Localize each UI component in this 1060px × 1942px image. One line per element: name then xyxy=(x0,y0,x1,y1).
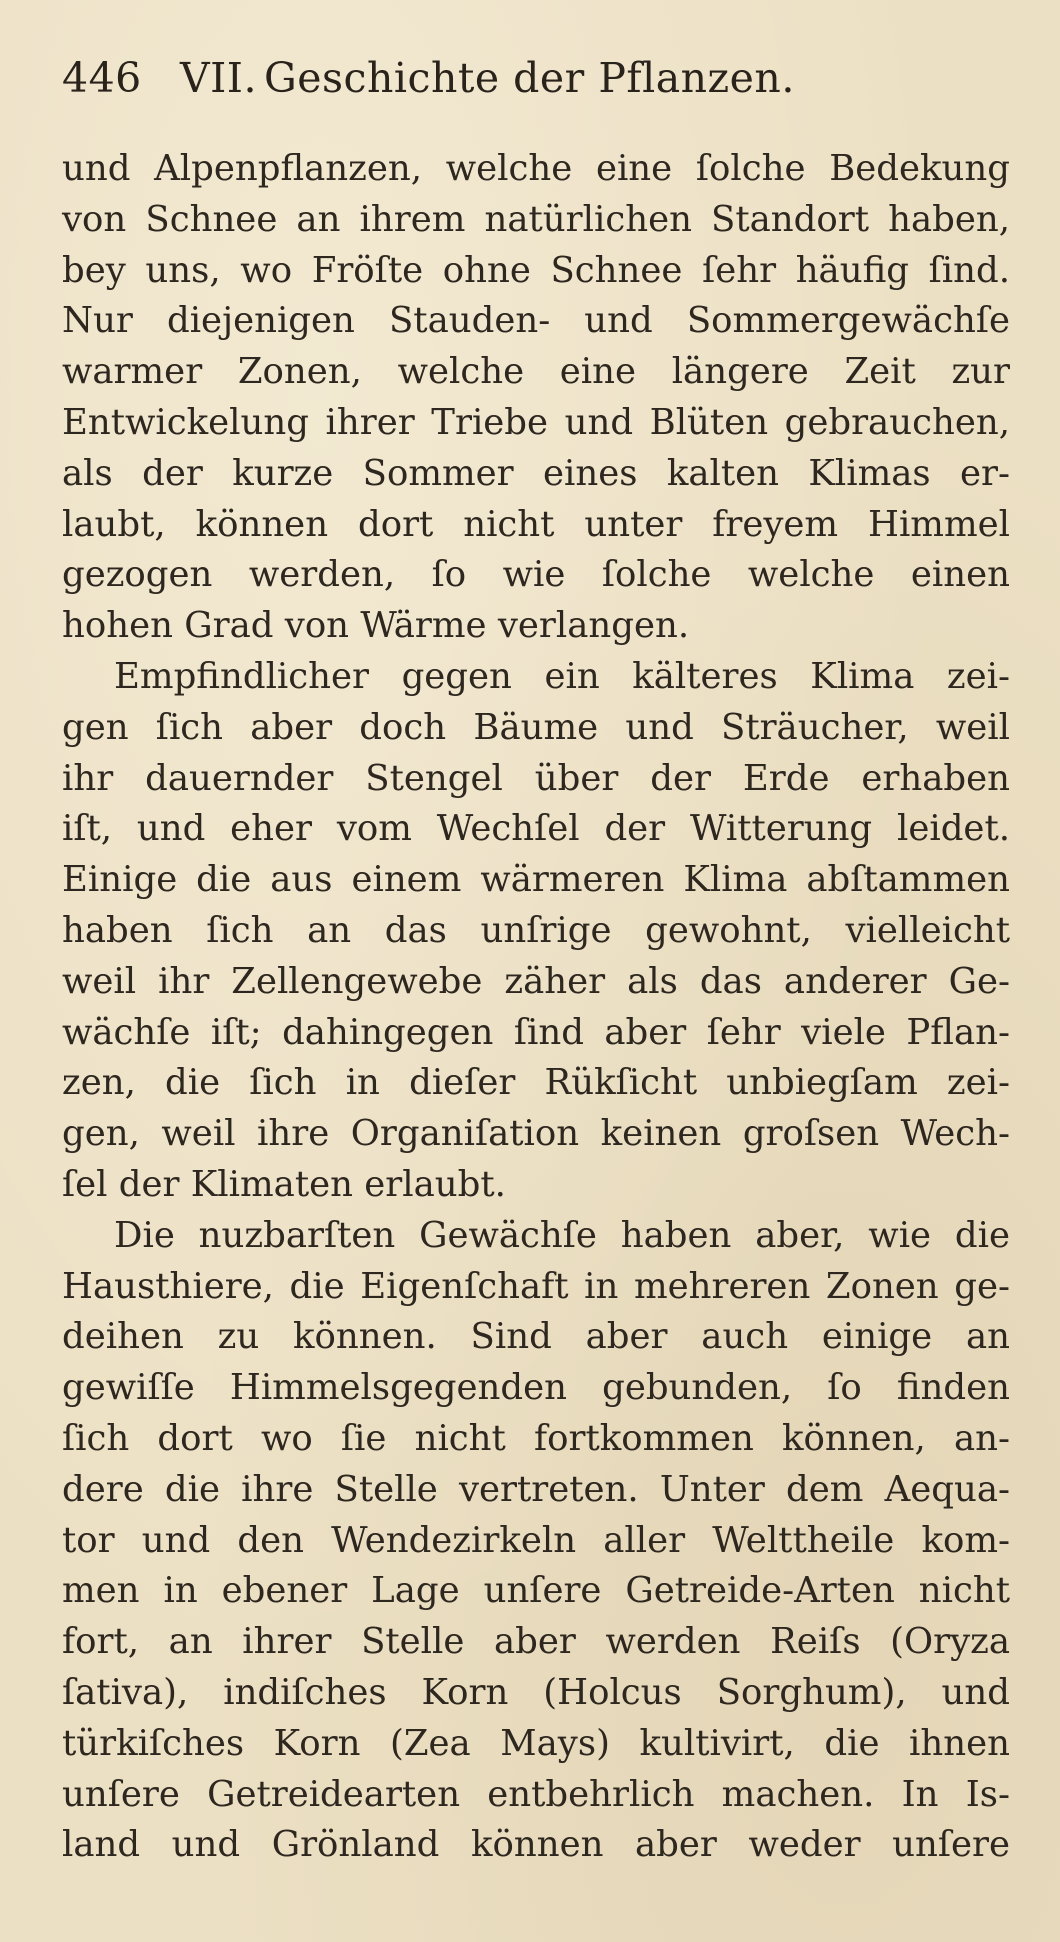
text-line: Entwickelung ihrer Triebe und Blüten gebrauchen, xyxy=(62,401,1010,443)
text-line: ſich dort wo ſie nicht fortkommen können, an- xyxy=(62,1417,1010,1459)
text-line: gen ſich aber doch Bäume und Sträucher, weil xyxy=(62,706,1010,748)
page-number: 446 xyxy=(62,54,142,102)
text-line: gezogen werden, ſo wie ſolche welche einen xyxy=(62,554,1010,596)
text-line: weil ihr Zellengewebe zäher als das anderer Ge- xyxy=(62,960,1010,1002)
text-line: zen, die ſich in dieſer Rükſicht unbiegſam zei- xyxy=(62,1062,1010,1104)
text-line: Hausthiere, die Eigenſchaft in mehreren Zonen ge- xyxy=(62,1265,1010,1307)
text-line: ſativa), indiſches Korn (Holcus Sorghum), und xyxy=(62,1671,1010,1713)
text-line: als der kurze Sommer eines kalten Klimas er- xyxy=(62,452,1010,494)
chapter-number: VII. xyxy=(180,54,258,102)
body-text xyxy=(62,144,1010,1871)
text-line: Nur diejenigen Stauden- und Sommergewächſe xyxy=(62,300,1010,342)
running-head xyxy=(62,54,1020,124)
text-line: fort, an ihrer Stelle aber werden Reiſs (Oryza xyxy=(62,1621,1010,1663)
text-line: haben ſich an das unſrige gewohnt, vielleicht xyxy=(62,909,1010,951)
text-line: von Schnee an ihrem natürlichen Standort haben, xyxy=(62,198,1010,240)
text-line: land und Grönland können aber weder unſere xyxy=(62,1824,1010,1866)
running-title: Geschichte der Pflanzen. xyxy=(264,54,795,102)
text-line: türkiſches Korn (Zea Mays) kultivirt, die ihnen xyxy=(62,1722,1010,1764)
paragraph-end-line: hohen Grad von Wärme verlangen. xyxy=(62,605,690,647)
text-line: unſere Getreidearten entbehrlich machen. In Is- xyxy=(62,1773,1010,1815)
text-line: Einige die aus einem wärmeren Klima abſtammen xyxy=(62,859,1010,901)
text-line: laubt, können dort nicht unter freyem Himmel xyxy=(62,503,1010,545)
text-line: deihen zu können. Sind aber auch einige an xyxy=(62,1316,1010,1358)
text-line: wächſe iſt; dahingegen ſind aber ſehr viele Pflan- xyxy=(62,1011,1010,1053)
text-line: ihr dauernder Stengel über der Erde erhaben xyxy=(62,757,1010,799)
text-line: bey uns, wo Fröſte ohne Schnee ſehr häufig ſind. xyxy=(62,249,1010,291)
text-line: gewiſſe Himmelsgegenden gebunden, ſo finden xyxy=(62,1367,1010,1409)
paragraph-start-line: Die nuzbarſten Gewächſe haben aber, wie die xyxy=(114,1214,1010,1256)
text-line: tor und den Wendezirkeln aller Welttheile kom- xyxy=(62,1519,1010,1561)
text-line: warmer Zonen, welche eine längere Zeit zur xyxy=(62,351,1010,393)
text-line: und Alpenpflanzen, welche eine ſolche Bedekung xyxy=(62,148,1010,189)
paragraph-start-line: Empfindlicher gegen ein kälteres Klima zei- xyxy=(114,655,1010,697)
paragraph-end-line: ſel der Klimaten erlaubt. xyxy=(62,1163,506,1205)
text-line: men in ebener Lage unſere Getreide-Arten nicht xyxy=(62,1570,1010,1612)
text-line: dere die ihre Stelle vertreten. Unter dem Aequa- xyxy=(62,1468,1010,1510)
text-line: iſt, und eher vom Wechſel der Witterung leidet. xyxy=(62,808,1010,850)
text-line: gen, weil ihre Organiſation keinen groſsen Wech- xyxy=(62,1113,1010,1155)
